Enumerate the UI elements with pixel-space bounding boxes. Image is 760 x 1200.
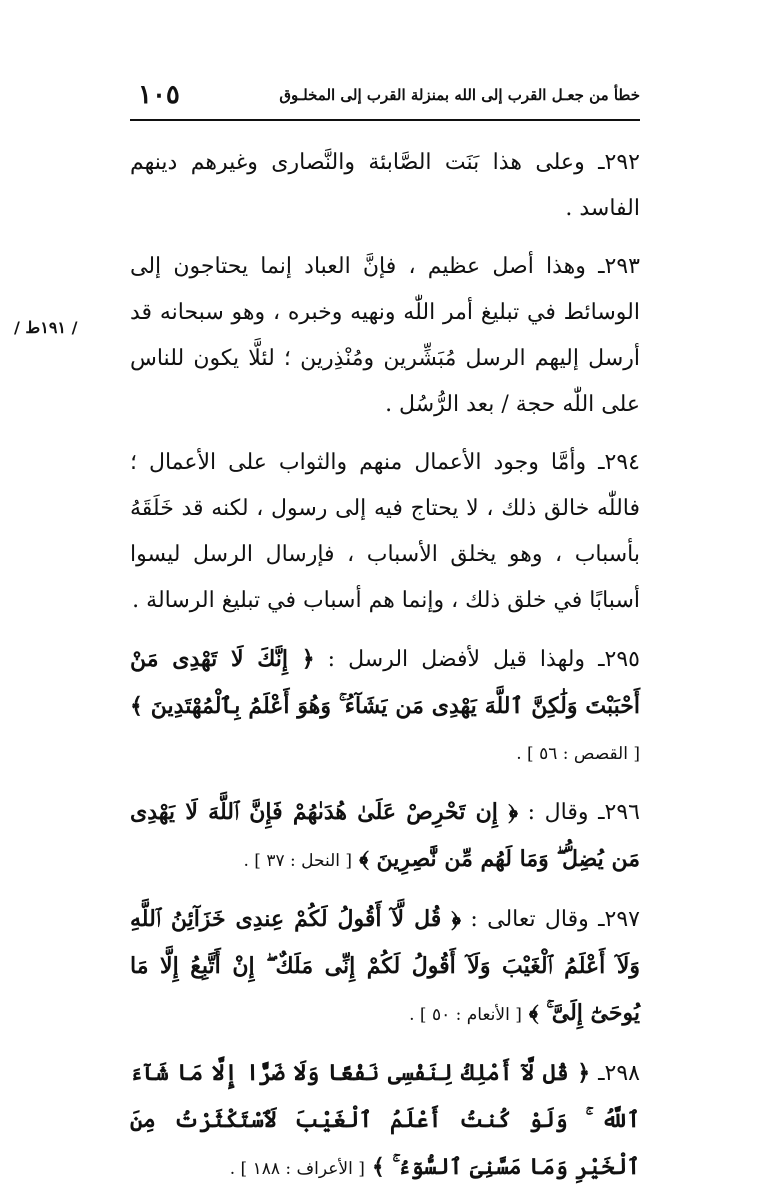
paragraph-dash: ـ <box>584 150 605 175</box>
paragraph-dash: ـ <box>586 450 605 475</box>
paragraph-295 <box>130 636 640 777</box>
paragraph-dash: ـ <box>588 907 605 932</box>
verse-citation: [ الأنعام : ٥٠ ] . <box>409 1005 522 1025</box>
header-rule <box>130 119 640 121</box>
verse-citation: [ الأعراف : ١٨٨ ] . <box>229 1159 365 1179</box>
page-number: ١٠٥ <box>138 80 180 110</box>
paragraph-number: ٢٩٦ <box>604 800 640 825</box>
paragraph-lead: وقال تعالى : <box>470 907 589 932</box>
paragraph-297 <box>130 896 640 1038</box>
paragraph-number: ٢٩٨ <box>604 1061 640 1086</box>
page-body <box>130 140 640 1200</box>
paragraph-number: ٢٩٧ <box>604 907 640 932</box>
paragraph-dash: ـ <box>588 800 605 825</box>
paragraph-294 <box>130 440 640 624</box>
quran-verse: ﴿ إِنَّكَ لَا تَهْدِى مَنْ أَحْبَبْتَ وَلَٰكِنَّ ٱللَّهَ يَهْدِى مَن يَشَآءُ ۚ وَهُوَ أَعْلَمُ بِٱلْمُهْتَدِينَ ﴾ <box>130 646 640 719</box>
margin-note: / ١٩١ط / <box>14 318 78 337</box>
paragraph-text: وعلى هذا بَنَت الصَّابئة والنَّصارى وغيرهم دينهم الفاسد . <box>130 150 640 221</box>
page-header <box>130 78 640 118</box>
paragraph-dash: ـ <box>590 1061 605 1086</box>
paragraph-298 <box>130 1050 640 1192</box>
paragraph-296 <box>130 789 640 884</box>
paragraph-292 <box>130 140 640 232</box>
quran-verse: ﴿ إِن تَحْرِصْ عَلَىٰ هُدَىٰهُمْ فَإِنَّ ٱللَّهَ لَا يَهْدِى مَن يُضِلُّ ۖ وَمَا لَهُم مِّن نَّٰصِرِينَ ﴾ <box>130 799 640 872</box>
paragraph-number: ٢٩٤ <box>604 450 640 475</box>
verse-citation: [ القصص : ٥٦ ] . <box>516 744 640 764</box>
verse-citation: [ النحل : ٣٧ ] . <box>243 851 353 871</box>
paragraph-293 <box>130 244 640 428</box>
quran-verse: ﴿ قُل لَّآ أَمْلِكُ لِنَفْسِى نَفْعًا وَلَا ضَرًّا إِلَّا مَا شَآءَ ٱللَّهُ ۚ وَلَوْ كُنتُ أَعْلَمُ ٱلْغَيْبَ لَٱسْتَكْثَرْتُ مِنَ ٱلْخَيْرِ وَمَا مَسَّنِىَ ٱلسُّوٓءُ ۚ ﴾ <box>130 1060 640 1180</box>
paragraph-number: ٢٩٥ <box>604 647 640 672</box>
paragraph-text: وهذا أصل عظيم ، فإنَّ العباد إنما يحتاجون إلى الوسائط في تبليغ أمر اللّٰه ونهيه وخبره ، وهو سبحانه قد أرسل إليهم الرسل مُبَشِّرين ومُنْذِرين ؛ لئلَّا يكون للناس على اللّٰه حجة / بعد الرُّسُل . <box>130 254 640 417</box>
quran-verse: ﴿ قُل لَّآ أَقُولُ لَكُمْ عِندِى خَزَآئِنُ ٱللَّهِ وَلَآ أَعْلَمُ ٱلْغَيْبَ وَلَآ أَقُولُ لَكُمْ إِنِّى مَلَكٌ ۖ إِنْ أَتَّبِعُ إِلَّا مَا يُوحَىٰٓ إِلَىَّ ۚ ﴾ <box>130 906 640 1026</box>
paragraph-lead: ولهذا قيل لأفضل الرسل : <box>327 647 586 672</box>
paragraph-dash: ـ <box>585 647 605 672</box>
paragraph-lead: وقال : <box>527 800 589 825</box>
paragraph-dash: ـ <box>585 254 605 279</box>
paragraph-number: ٢٩٣ <box>604 254 640 279</box>
running-title: خطأ من جعـل القرب إلى الله بمنزلة القرب إلى المخلـوق <box>279 86 640 104</box>
paragraph-number: ٢٩٢ <box>604 150 640 175</box>
paragraph-text: وأمَّا وجود الأعمال منهم والثواب على الأعمال ؛ فاللّٰه خالق ذلك ، لا يحتاج فيه إلى رسول ، لكنه قد خَلَقَهُ بأسباب ، وهو يخلق الأسباب ، فإرسال الرسل ليسوا أسبابًا في خلق ذلك ، وإنما هم أسباب في تبليغ الرسالة . <box>130 450 640 613</box>
